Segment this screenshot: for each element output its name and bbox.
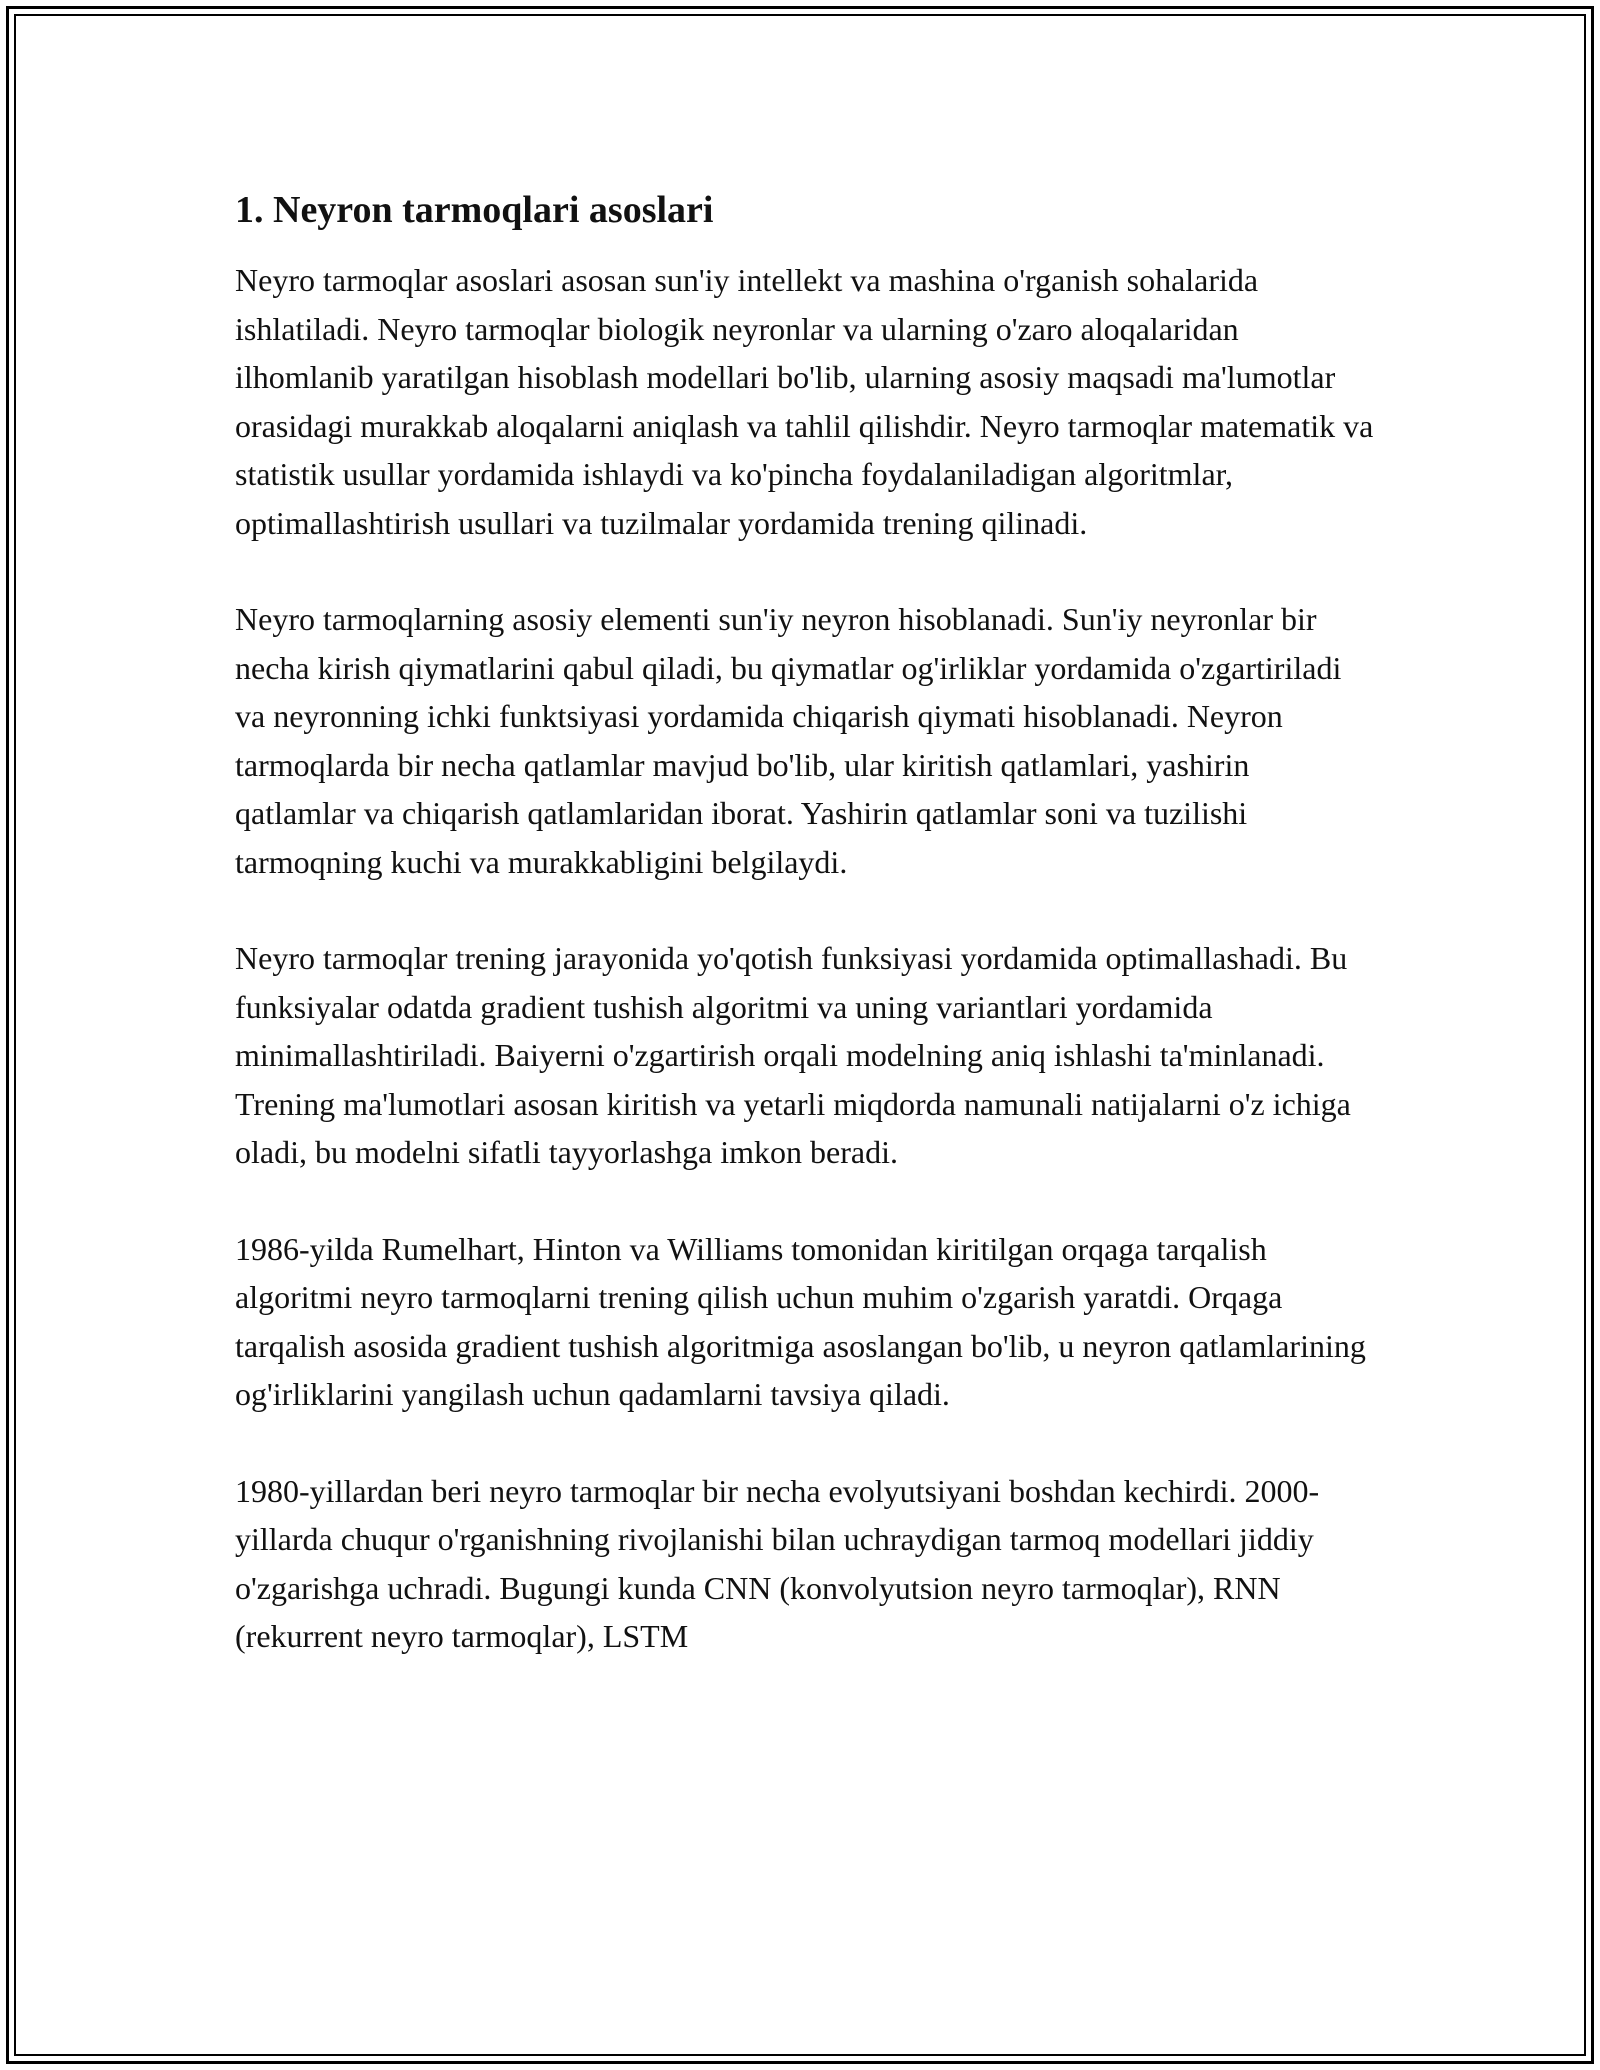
paragraph-5: 1980-yillardan beri neyro tarmoqlar bir necha evolyutsiyani boshdan kechirdi. 2000-yillarda chuqur o'rganishning rivojlanishi bilan uchraydigan tarmoq modellari jiddiy o'zgarishga uchradi. Bugungi kunda CNN (konvolyutsion neyro tarmoqlar), RNN (rekurrent neyro tarmoqlar), LSTM (235, 1472, 1320, 1654)
paragraph-3: Neyro tarmoqlar trening jarayonida yo'qotish funksiyasi yordamida optimallashadi. Bu funksiyalar odatda gradient tushish algoritmi va uning variantlari yordamida minimallashtiriladi. Baiyerni o'zgartirish orqali modelning aniq ishlashi ta'minlanadi. Trening ma'lumotlari asosan kiritish va yetarli miqdorda namunali natijalarni o'z ichiga oladi, bu modelni sifatli tayyorlashga imkon beradi. (235, 940, 1351, 1170)
paragraph-1: Neyro tarmoqlar asoslari asosan sun'iy intellekt va mashina o'rganish sohalarida ishlatiladi. Neyro tarmoqlar biologik neyronlar va ularning o'zaro aloqalaridan ilhomlanib yaratilgan hisoblash modellari bo'lib, ularning asosiy maqsadi ma'lumotlar orasidagi murakkab aloqalarni aniqlash va tahlil qilishdir. Neyro tarmoqlar matematik va statistik usullar yordamida ishlaydi va ko'pincha foydalaniladigan algoritmlar, optimallashtirish usullari va tuzilmalar yordamida trening qilinadi. (235, 262, 1374, 541)
document-body (235, 186, 1375, 1709)
paragraph-4: 1986-yilda Rumelhart, Hinton va Williams tomonidan kiritilgan orqaga tarqalish algoritmi neyro tarmoqlarni trening qilish uchun muhim o'zgarish yaratdi. Orqaga tarqalish asosida gradient tushish algoritmiga asoslangan bo'lib, u neyron qatlamlarining og'irliklarini yangilash uchun qadamlarni tavsiya qiladi. (235, 1230, 1366, 1412)
paragraph-2: Neyro tarmoqlarning asosiy elementi sun'iy neyron hisoblanadi. Sun'iy neyronlar bir necha kirish qiymatlarini qabul qiladi, bu qiymatlar og'irliklar yordamida o'zgartiriladi va neyronning ichki funktsiyasi yordamida chiqarish qiymati hisoblanadi. Neyron tarmoqlarda bir necha qatlamlar mavjud bo'lib, ular kiritish qatlamlari, yashirin qatlamlar va chiqarish qatlamlaridan iborat. Yashirin qatlamlar soni va tuzilishi tarmoqning kuchi va murakkabligini belgilaydi. (235, 601, 1342, 880)
section-heading: 1. Neyron tarmoqlari asoslari (235, 189, 714, 231)
